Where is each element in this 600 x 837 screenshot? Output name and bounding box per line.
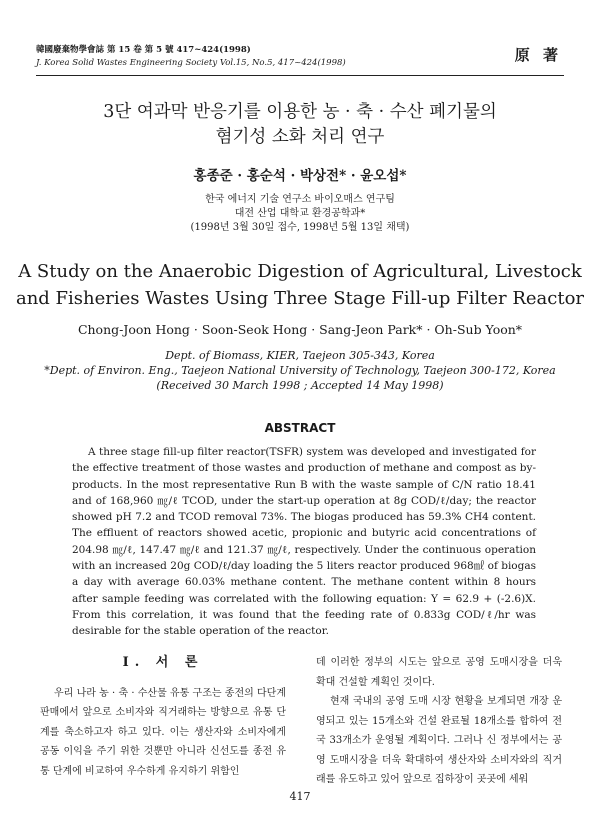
affiliation-english-line-2: *Dept. of Environ. Eng., Taejeon National University of Technology, Taejeon 300-172, Korea [44, 364, 556, 377]
intro-paragraph-1: 우리 나라 농 · 축 · 수산물 유통 구조는 종전의 다단계 판매에서 앞으로 소비자와 직거래하는 방향으로 유통 단계를 축소하고자 하고 있다. 이는 생산자와 소비자에게 공동 이익을 주기 위한 것뿐만 아니라 신선도를 종전 유통 단계에 비교하여 우수하게 유지하기 위함인 [40, 687, 286, 777]
intro-left-column [40, 653, 286, 781]
received-date-korean: (1998년 3월 30일 접수, 1998년 5월 13일 채택) [190, 222, 410, 233]
authors-english: Chong-Joon Hong · Soon-Seok Hong · Sang-Jeon Park* · Oh-Sub Yoon* [77, 322, 523, 337]
intro-paragraph-2: 현재 국내의 공영 도매 시장 현황을 보게되면 개장 운영되고 있는 15개소와 건설 완료될 18개소를 합하여 전국 33개소가 운영될 계획이다. 그러나 신 정부에서는 공영 도매시장을 더욱 확대하여 생산자와 소비자와의 직거래를 유도하고 있어 앞으로 집하장이 곳곳에 세워 [316, 696, 562, 785]
received-date-english: (Received 30 March 1998 ; Accepted 14 May 1998) [156, 379, 444, 392]
journal-name-ko: 韓國廢棄物學會誌 第 15 卷 第 5 號 417~424(1998) [36, 45, 251, 55]
journal-name-en: J. Korea Solid Wastes Engineering Society Vol.15, No.5, 417~424(1998) [36, 58, 346, 68]
intro-right-column [316, 653, 562, 790]
affiliation-korean-line-1: 한국 에너지 기술 연구소 바이오매스 연구팀 [205, 194, 395, 205]
intro-heading: Ⅰ. 서 론 [122, 655, 204, 670]
article-type-label: 原 著 [514, 46, 562, 64]
header-divider [36, 75, 564, 76]
affiliation-english-line-1: Dept. of Biomass, KIER, Taejeon 305-343, Korea [165, 349, 435, 362]
affiliation-english [0, 348, 600, 393]
affiliation-korean-line-2: 대전 산업 대학교 환경공학과* [234, 208, 366, 219]
title-korean [0, 100, 600, 150]
abstract-text: A three stage fill-up filter reactor(TSFR) system was developed and investigated for the effective treatment of those wastes and production of methane and compost as by-products. In the most representative Run B with the waste sample of C/N ratio 18.41 and of 168,960 ㎎/ℓ TCOD, under the start-up operation at 8g COD/ℓ/day; the reactor showed pH 7.2 and TCOD removal 73%. The biogas produced has 59.3% CH4 content. The effluent of reactors showed acetic, propionic and butyric acid concentrations of 204.98 ㎎/ℓ, 147.47 ㎎/ℓ and 121.37 ㎎/ℓ, respectively. Under the continuous operation with an increased 20g COD/ℓ/day loading the 5 liters reactor produced 968㎖ of biogas a day with average 60.03% methane content. The methane content within 8 hours after sample feeding was correlated with the following equation: Y = 62.9 + (-2.6)X. From this correlation, it was found that the feeding rate of 0.833g COD/ℓ/hr was desirable for the stable operation of the reactor. [72, 446, 536, 638]
title-english [0, 258, 600, 312]
abstract-heading: ABSTRACT [264, 421, 336, 435]
intro-paragraph-1-continued: 데 이러한 정부의 시도는 앞으로 공영 도매시장을 더욱 확대 건설할 계획인 것이다. [316, 657, 562, 688]
affiliation-korean [0, 193, 600, 235]
journal-info [36, 44, 346, 70]
title-english-line-2: and Fisheries Wastes Using Three Stage Fill-up Filter Reactor [15, 288, 585, 309]
title-korean-line-2: 혐기성 소화 처리 연구 [215, 127, 385, 147]
page-number: 417 [289, 790, 311, 803]
title-korean-line-1: 3단 여과막 반응기를 이용한 농 · 축 · 수산 폐기물의 [103, 102, 497, 122]
title-english-line-1: A Study on the Anaerobic Digestion of Agricultural, Livestock [18, 261, 582, 282]
authors-korean: 홍종준 · 홍순석 · 박상전* · 윤오섭* [193, 168, 407, 184]
